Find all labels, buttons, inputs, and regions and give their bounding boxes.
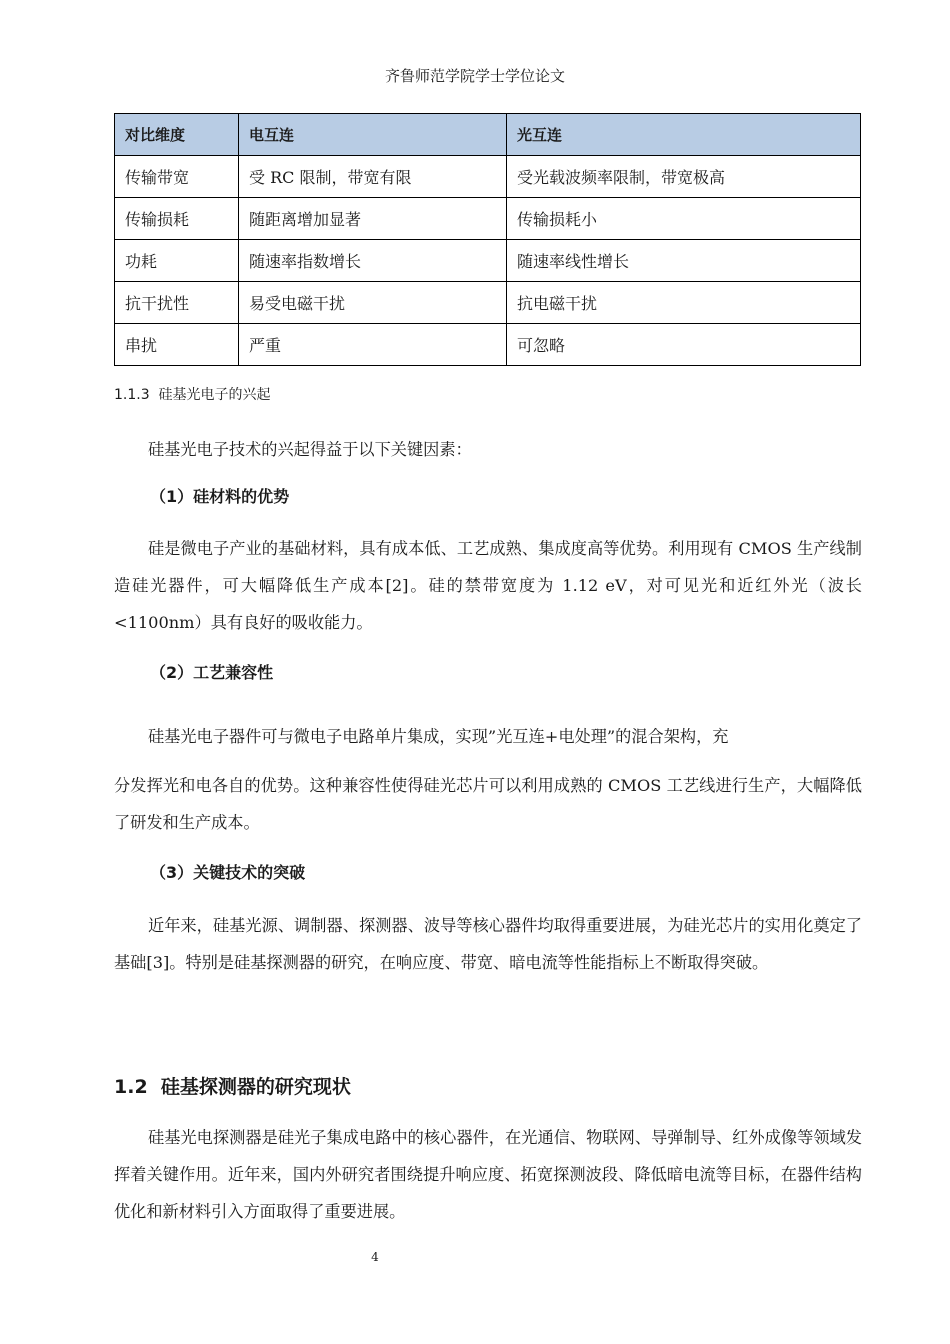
table-cell: 受光载波频率限制，带宽极高 — [507, 156, 861, 198]
table-cell: 传输损耗小 — [507, 198, 861, 240]
item-paragraph-2-rest: 分发挥光和电各自的优势。这种兼容性使得硅光芯片可以利用成熟的 CMOS 工艺线进行生产，大幅降低了研发和生产成本。 — [114, 776, 862, 832]
item-paragraph-2-line1: 硅基光电子器件可与微电子电路单片集成，实现”光互连+电处理”的混合架构，充 — [148, 727, 729, 746]
table-row — [115, 282, 861, 324]
item-heading-2: （2）工艺兼容性 — [150, 663, 274, 682]
table-row — [115, 156, 861, 198]
table-cell: 可忽略 — [507, 324, 861, 366]
intro-paragraph: 硅基光电子技术的兴起得益于以下关键因素： — [148, 440, 472, 459]
table-cell: 抗电磁干扰 — [507, 282, 861, 324]
page-header: 齐鲁师范学院学士学位论文 — [384, 67, 565, 85]
section-number: 1.2 — [114, 1076, 148, 1098]
comparison-table — [114, 113, 861, 366]
table-cell: 随速率线性增长 — [507, 240, 861, 282]
table-cell: 功耗 — [115, 240, 239, 282]
table-header-cell: 对比维度 — [115, 114, 239, 156]
subsection-title: 硅基光电子的兴起 — [158, 387, 271, 403]
table-header-cell: 光互连 — [507, 114, 861, 156]
table-header-row — [115, 114, 861, 156]
item-paragraph-1: 硅是微电子产业的基础材料，具有成本低、工艺成熟、集成度高等优势。利用现有 CMOS 生产线制造硅光器件，可大幅降低生产成本[2]。硅的禁带宽度为 1.12 eV，对可见光和近红外光（波长<1100nm）具有良好的吸收能力。 — [114, 539, 862, 632]
section-heading — [114, 1074, 351, 1100]
table-cell: 严重 — [239, 324, 507, 366]
section-title: 硅基探测器的研究现状 — [160, 1076, 351, 1098]
table-cell: 串扰 — [115, 324, 239, 366]
page-number: 4 — [371, 1250, 379, 1264]
subsection-heading — [114, 385, 271, 405]
table-row — [115, 240, 861, 282]
table-row — [115, 198, 861, 240]
table-cell: 传输损耗 — [115, 198, 239, 240]
table-cell: 随速率指数增长 — [239, 240, 507, 282]
item-heading-1: （1）硅材料的优势 — [150, 487, 290, 506]
table-cell: 受 RC 限制，带宽有限 — [239, 156, 507, 198]
table-cell: 抗干扰性 — [115, 282, 239, 324]
table-header-cell: 电互连 — [239, 114, 507, 156]
table-cell: 随距离增加显著 — [239, 198, 507, 240]
subsection-number: 1.1.3 — [114, 387, 150, 403]
section-paragraph: 硅基光电探测器是硅光子集成电路中的核心器件，在光通信、物联网、导弹制导、红外成像等领域发挥着关键作用。近年来，国内外研究者围绕提升响应度、拓宽探测波段、降低暗电流等目标，在器件结构优化和新材料引入方面取得了重要进展。 — [114, 1128, 862, 1221]
table-row — [115, 324, 861, 366]
item-paragraph-3: 近年来，硅基光源、调制器、探测器、波导等核心器件均取得重要进展，为硅光芯片的实用化奠定了基础[3]。特别是硅基探测器的研究，在响应度、带宽、暗电流等性能指标上不断取得突破。 — [114, 916, 862, 972]
table-cell: 传输带宽 — [115, 156, 239, 198]
table-cell: 易受电磁干扰 — [239, 282, 507, 324]
item-heading-3: （3）关键技术的突破 — [150, 863, 306, 882]
